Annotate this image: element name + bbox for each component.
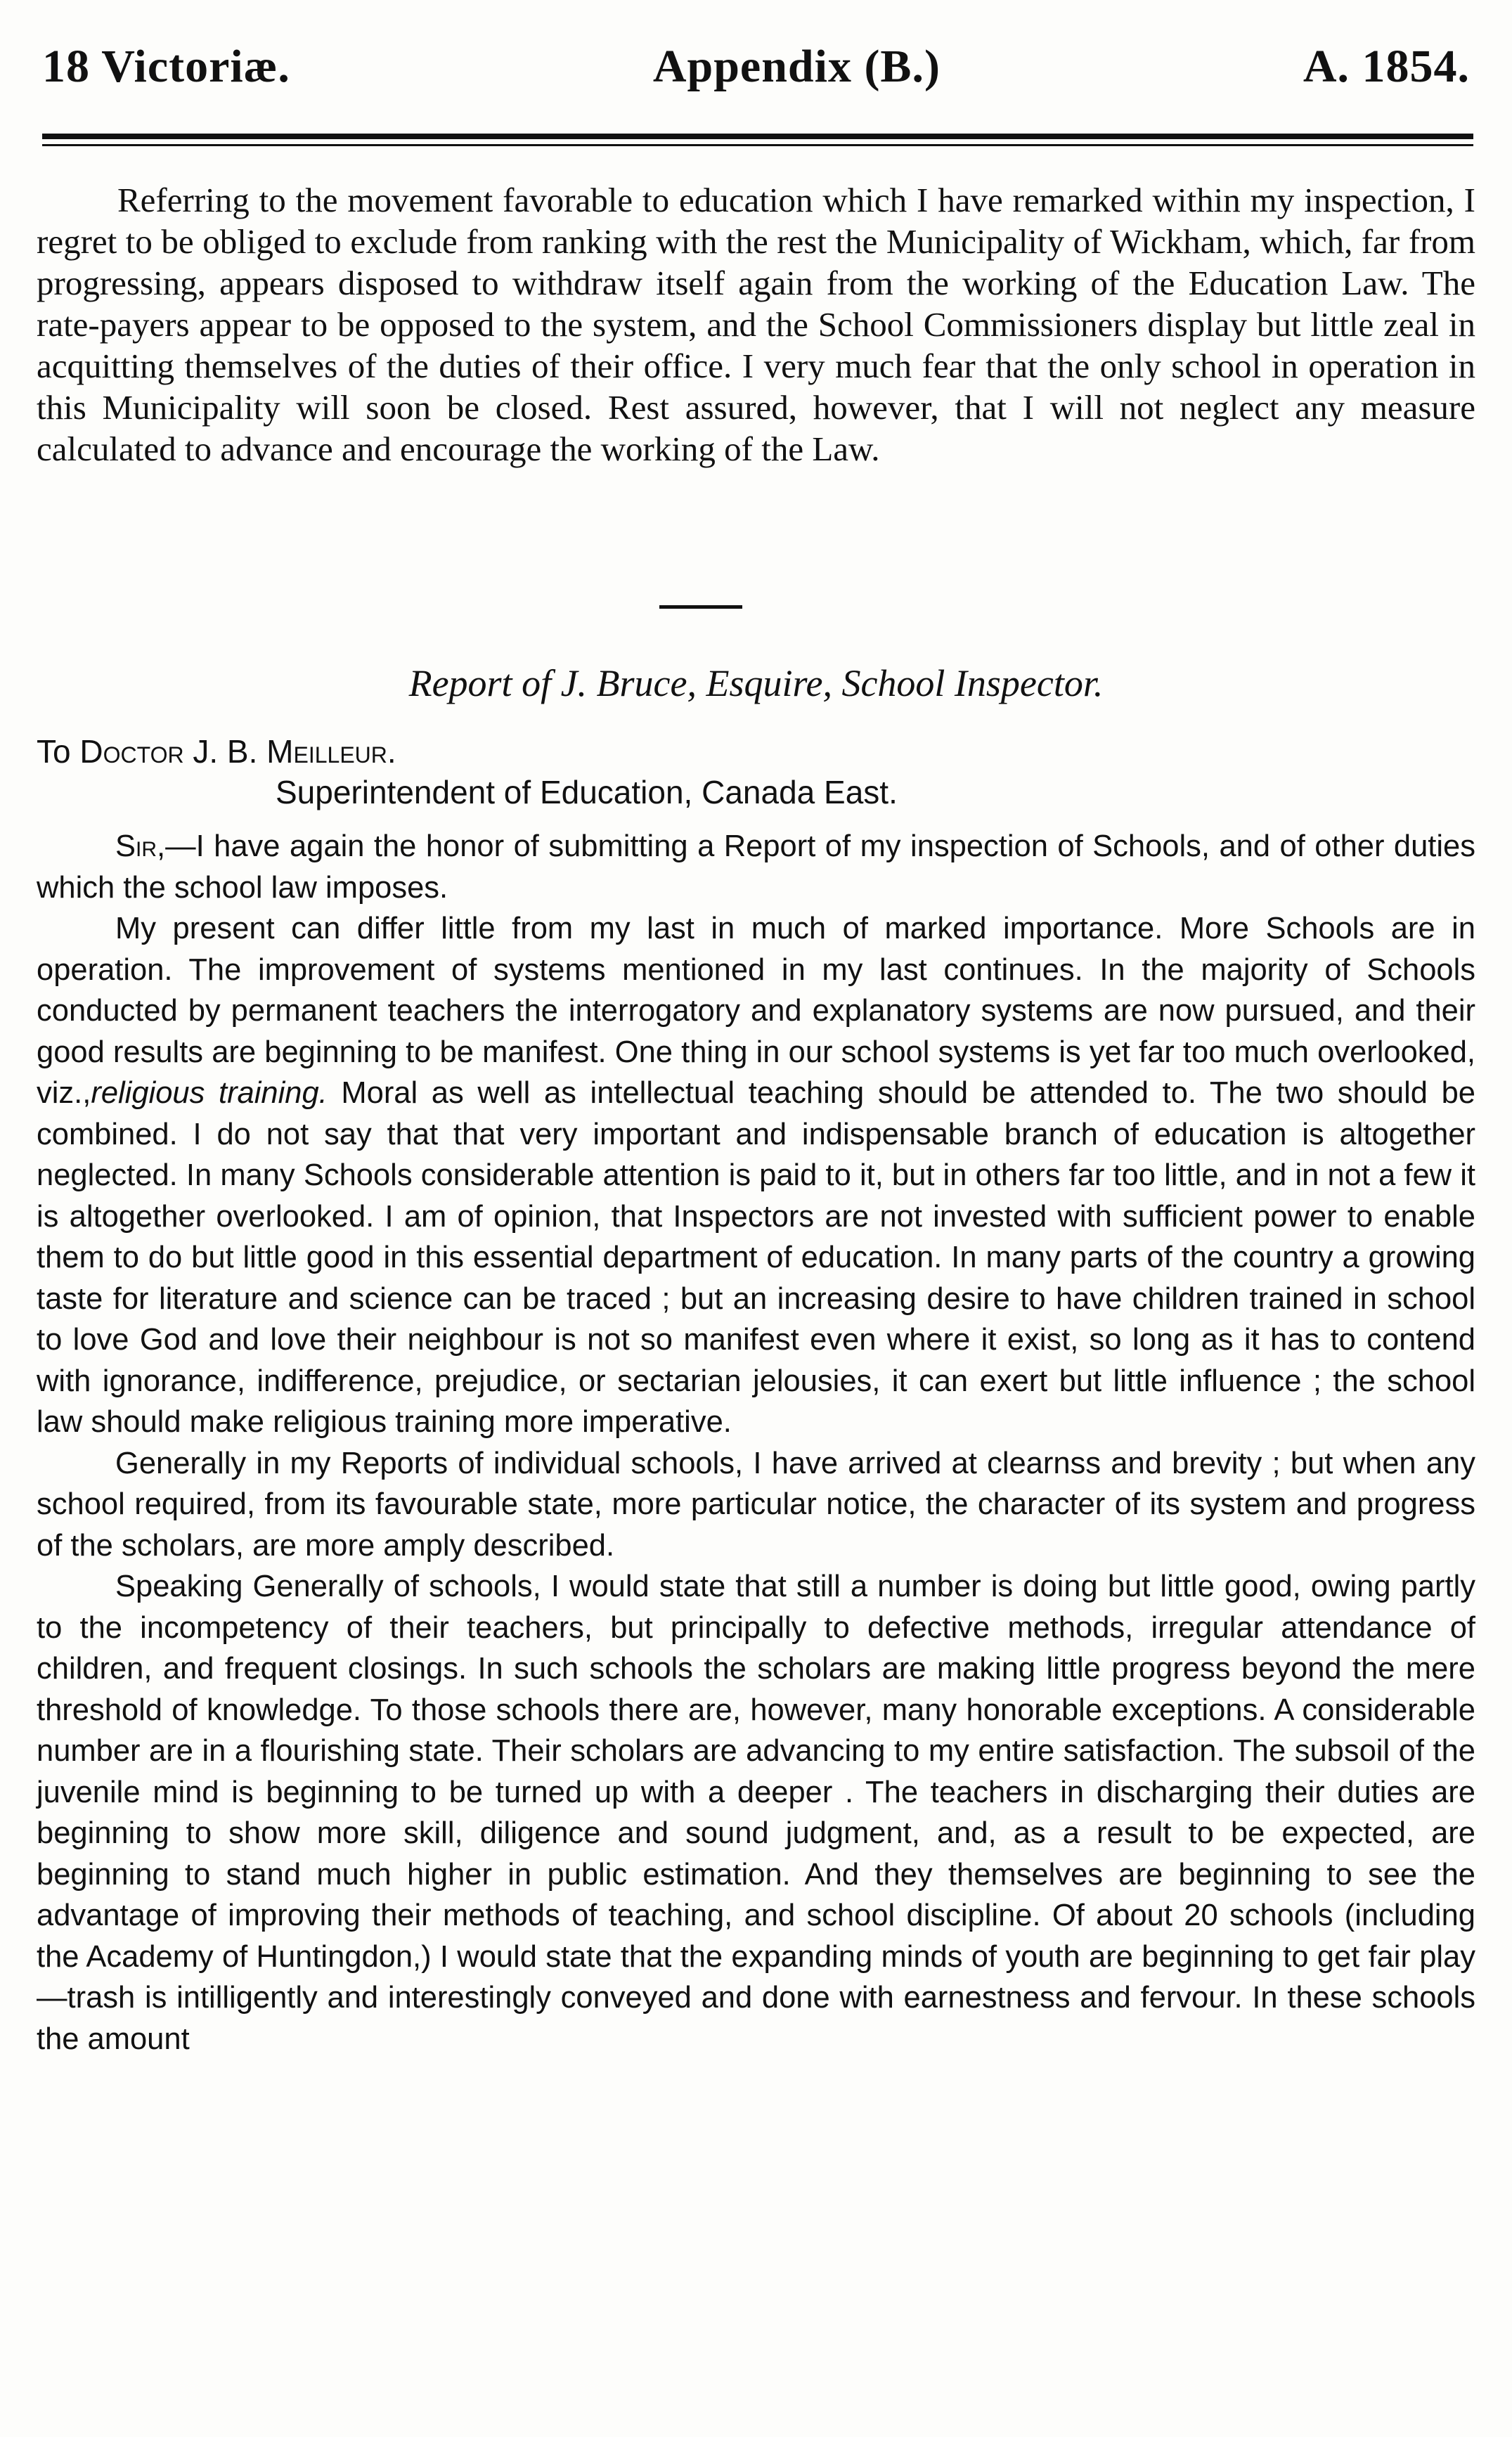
header-year: A. 1854. bbox=[1303, 41, 1470, 92]
salutation-surname: Meilleur. bbox=[266, 733, 396, 770]
letter-paragraph-2 bbox=[37, 908, 1475, 1443]
header-session: 18 Victoriæ. bbox=[42, 41, 290, 92]
salutation-prefix: Doctor bbox=[79, 733, 184, 770]
running-header bbox=[42, 35, 1470, 98]
header-rule-thin bbox=[42, 144, 1473, 146]
letter-paragraph-2-emphasis: religious training. bbox=[91, 1076, 328, 1110]
section-separator bbox=[659, 605, 742, 609]
salutation-to: To bbox=[37, 733, 71, 770]
letter-body bbox=[37, 826, 1475, 2060]
letter-paragraph-2-end: Moral as well as intellectual teaching should be attended to. The two should be combined. I do not say that that very important and indispensable branch of education is altogether neglected. In many Schools considerable attention is paid to it, but in others far too little, and in not a few it is altogether overlooked. I am of opinion, that Inspectors are not invested with sufficient power to enable them to do but little good in this essential department of education. In many parts of the country a growing taste for literature and science can be traced ; but an increasing desire to have children trained in school to love God and love their neighbour is not so manifest even where it exist, so long as it has to contend with ignorance, indifference, prejudice, or sectarian jelousies, it can exert but little influence ; the school law should make religious training more imperative. bbox=[37, 1076, 1475, 1439]
intro-paragraph: Referring to the movement favorable to education which I have remarked within my inspection, I regret to be obliged to exclude from ranking with the rest the Municipality of Wickham, which, far from progressing, appears disposed to withdraw itself again from the working of the Education Law. The rate-payers appear to be opposed to the system, and the School Commissioners display but little zeal in acquitting themselves of the duties of their office. I very much fear that the only school in operation in this Municipality will soon be closed. Rest assured, however, that I will not neglect any measure calculated to advance and encourage the working of the Law. bbox=[37, 181, 1475, 468]
header-rule-thick bbox=[42, 134, 1473, 139]
letter-paragraph-1 bbox=[37, 826, 1475, 908]
letter-paragraph-4: Speaking Generally of schools, I would state that still a number is doing but little good, owing partly to the incompetency of their teachers, but principally to defective methods, irregular attendance of children, and frequent closings. In such schools the scholars are making little progress beyond the mere threshold of knowledge. To those schools there are, however, many honorable exceptions. A considerable number are in a flourishing state. Their scholars are advancing to my entire satisfaction. The subsoil of the juvenile mind is beginning to be turned up with a deeper . The teachers in discharging their duties are beginning to show more skill, diligence and sound judgment, and, as a result to be expected, are beginning to stand much higher in public estimation. And they themselves are beginning to see the advantage of improving their methods of teaching, and school discipline. Of about 20 schools (including the Academy of Huntingdon,) I would state that the expanding minds of youth are beginning to get fair play—trash is intilligently and interestingly conveyed and done with earnestness and fervour. In these schools the amount bbox=[37, 1570, 1475, 2056]
recipient-title: Superintendent of Education, Canada East. bbox=[276, 774, 898, 810]
letter-paragraph-3: Generally in my Reports of individual schools, I have arrived at clearnss and brevity ; but when any school required, from its favourable state, more particular notice, the character of its system and progress of the scholars, are more amply described. bbox=[37, 1446, 1475, 1563]
header-appendix: Appendix (B.) bbox=[652, 41, 941, 92]
salutation-line bbox=[37, 731, 396, 772]
letter-paragraph-2-start: My present can differ little from my last in much of marked importance. More Schools are in operation. The improvement of systems mentioned in my last continues. In the majority of Schools conducted by permanent teachers the interrogatory and explanatory systems are now pursued, and their good results are beginning to be manifest. One thing in our school systems is yet far too much overlooked, viz., bbox=[37, 912, 1475, 1110]
report-title: Report of J. Bruce, Esquire, School Inspector. bbox=[408, 662, 1104, 704]
letter-paragraph-1-text: —I have again the honor of submitting a Report of my inspection of Schools, and of other duties which the school law imposes. bbox=[37, 829, 1475, 905]
salutation-initials: J. B. bbox=[193, 733, 258, 770]
letter-greeting: Sir, bbox=[115, 829, 166, 863]
